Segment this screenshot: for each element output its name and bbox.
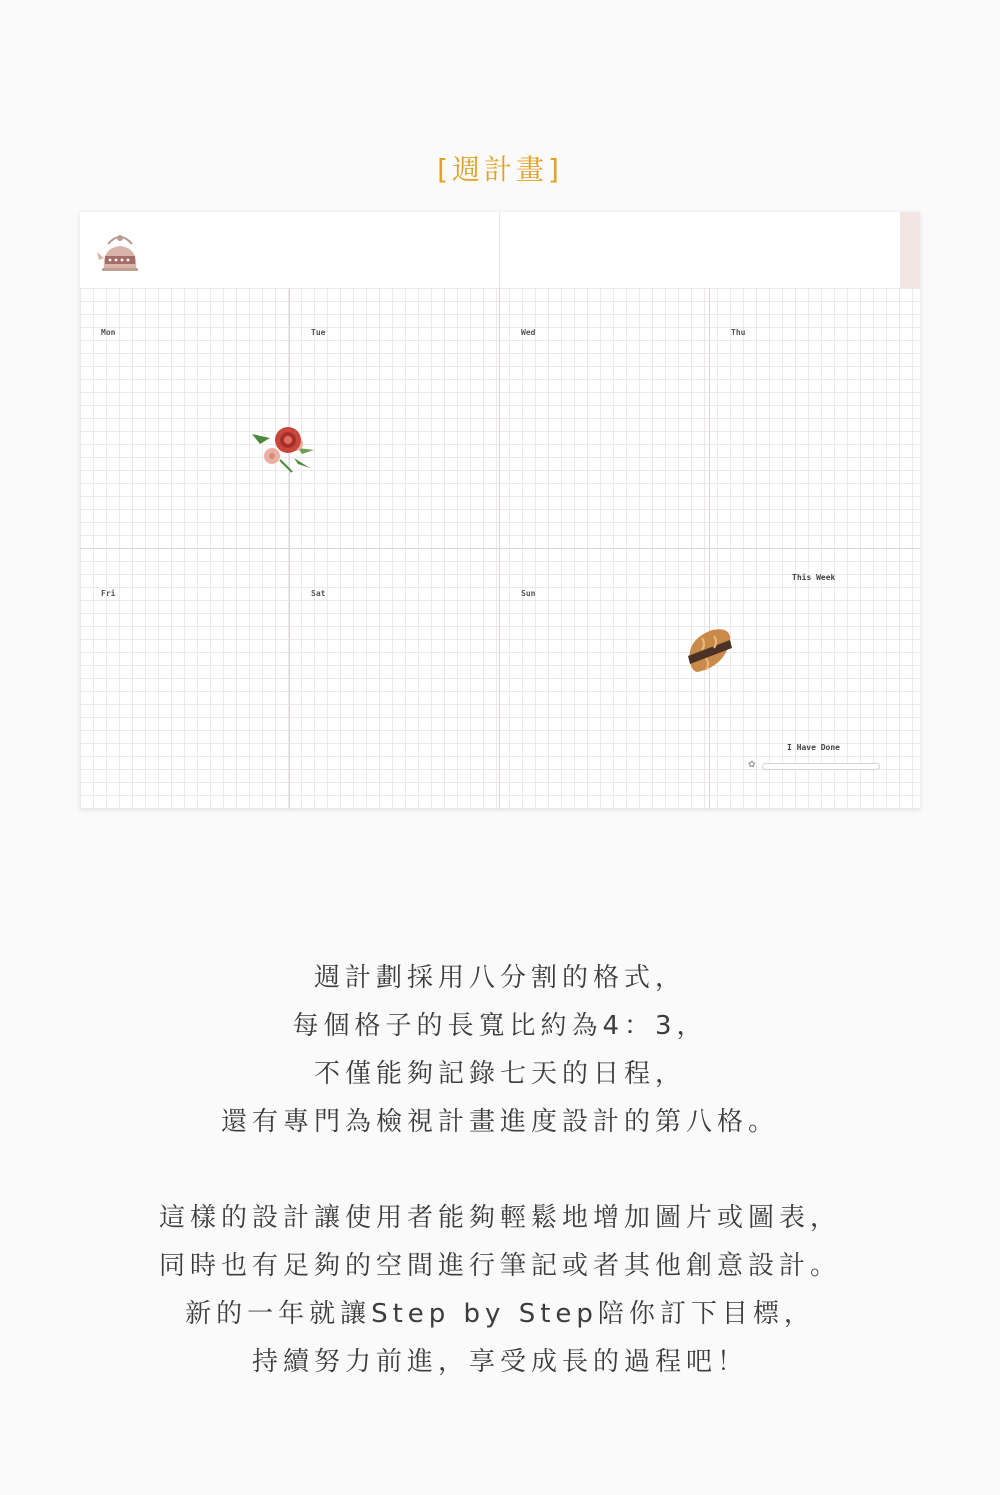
day-label: Sat [311, 589, 326, 598]
paragraph-line: 這樣的設計讓使用者能夠輕鬆地增加圖片或圖表， [158, 1203, 841, 1233]
day-cell-fri[interactable] [80, 549, 290, 809]
teapot-icon [96, 230, 144, 274]
done-progress-bar[interactable] [762, 763, 880, 770]
description-paragraph-2 [0, 1194, 1000, 1386]
paragraph-line: 週計劃採用八分割的格式， [313, 963, 686, 993]
flower-icon [250, 420, 318, 474]
paragraph-line: 新的一年就讓Step by Step陪你訂下目標， [185, 1299, 815, 1329]
day-label: Fri [101, 589, 116, 598]
this-week-label: This Week [792, 573, 836, 582]
day-cell-thu[interactable] [710, 288, 920, 549]
day-cell-tue[interactable] [290, 288, 500, 549]
bread-icon [684, 622, 736, 676]
day-cell-sat[interactable] [290, 549, 500, 809]
review-cell[interactable] [710, 549, 920, 809]
week-grid [80, 288, 920, 809]
paragraph-line: 不僅能夠記錄七天的日程， [313, 1059, 686, 1089]
day-label: Thu [731, 328, 746, 337]
header-divider [499, 212, 500, 288]
paragraph-line: 同時也有足夠的空間進行筆記或者其他創意設計。 [158, 1251, 841, 1281]
day-label: Mon [101, 328, 116, 337]
day-label: Wed [521, 328, 536, 337]
day-label: Tue [311, 328, 326, 337]
day-cell-sun[interactable] [500, 549, 710, 809]
paragraph-line: 每個格子的長寬比約為4：3， [292, 1011, 708, 1041]
day-cell-mon[interactable] [80, 288, 290, 549]
day-label: Sun [521, 589, 536, 598]
planner-header [80, 212, 920, 289]
done-label: I Have Done [787, 743, 840, 752]
paw-icon: ✿ [748, 760, 756, 770]
paragraph-line: 持續努力前進，享受成長的過程吧！ [251, 1347, 748, 1377]
header-tab [900, 212, 920, 288]
section-title: [週計畫] [437, 153, 563, 186]
day-cell-wed[interactable] [500, 288, 710, 549]
weekly-planner-page [80, 212, 920, 809]
paragraph-line: 還有專門為檢視計畫進度設計的第八格。 [220, 1107, 779, 1137]
description-paragraph-1 [0, 954, 1000, 1146]
